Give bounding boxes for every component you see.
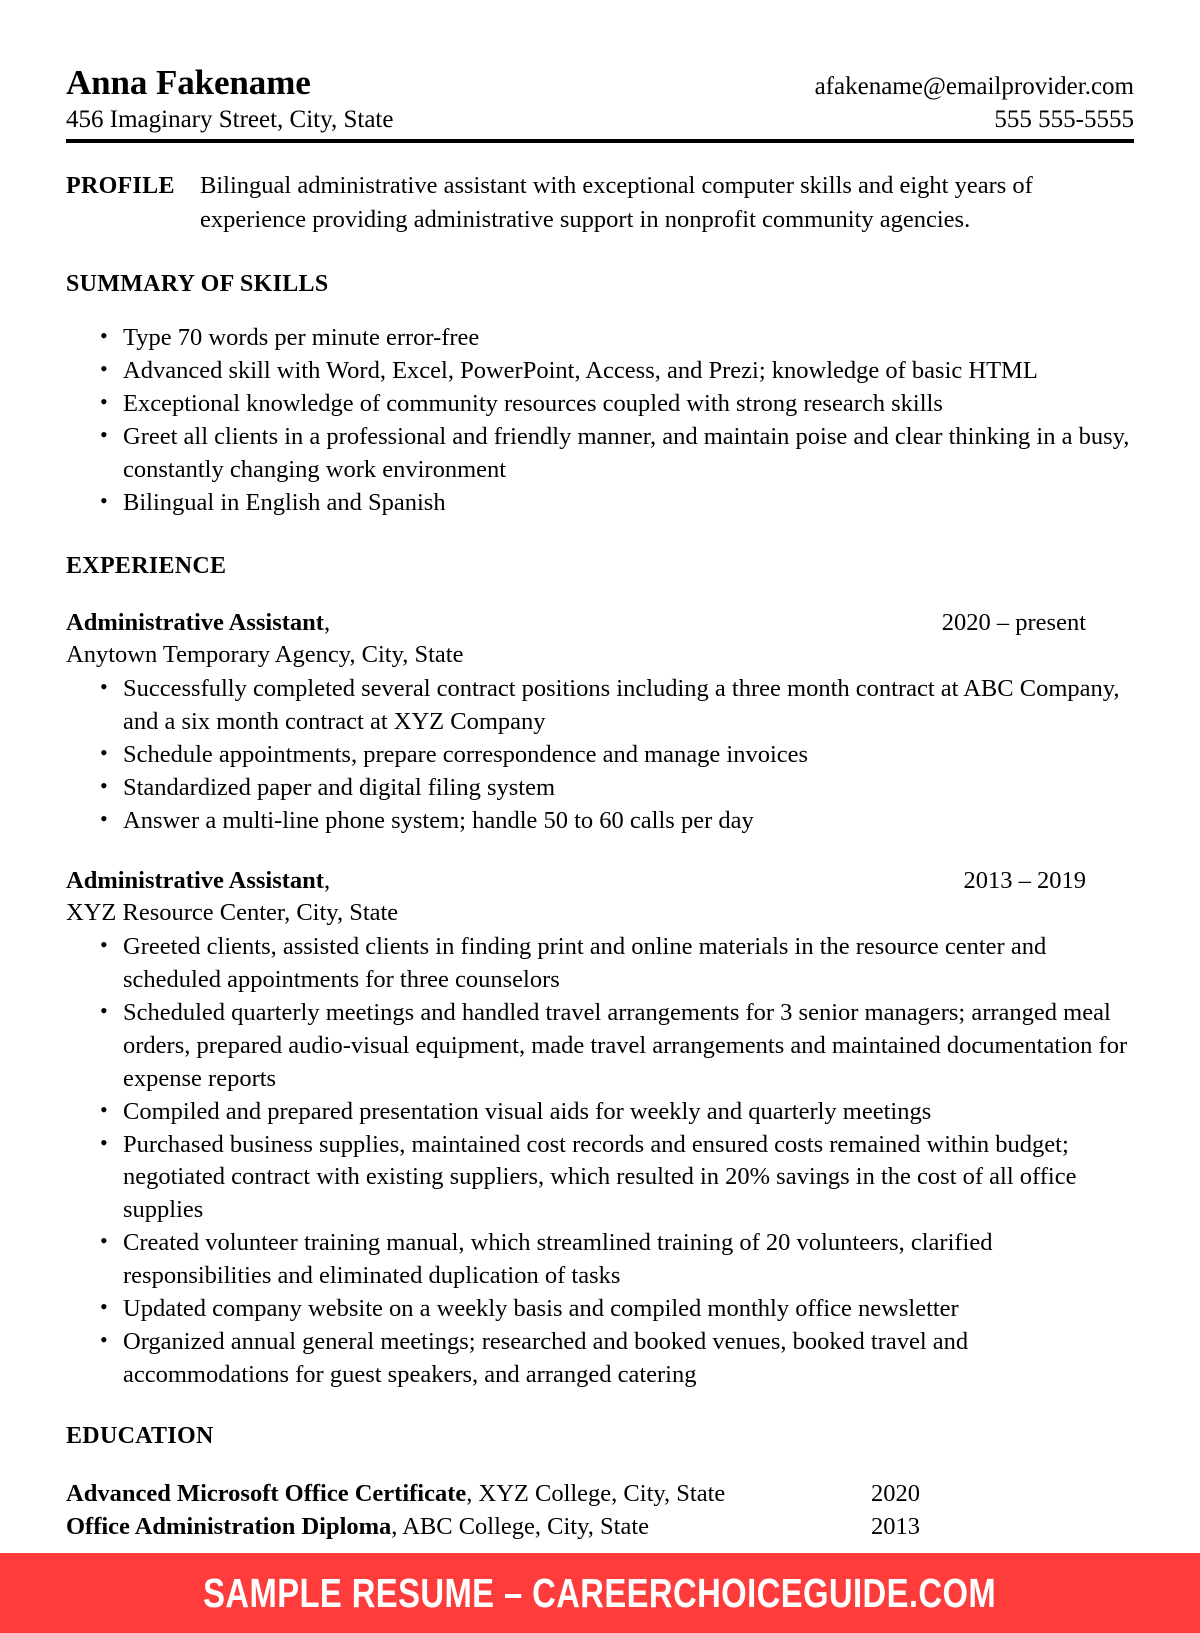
experience-heading: EXPERIENCE bbox=[66, 552, 227, 579]
list-item: • Advanced skill with Word, Excel, PowerPoint, Access, and Prezi; knowledge of basic HTML bbox=[66, 355, 1134, 388]
job-title-text: Administrative Assistant bbox=[66, 866, 324, 894]
education-degree: Office Administration Diploma bbox=[66, 1513, 392, 1541]
education-list bbox=[66, 1477, 1134, 1543]
list-item: • Successfully completed several contract positions including a three month contract at ABC Company, and a six month contract at XYZ Company bbox=[66, 673, 1134, 739]
list-item: • Type 70 words per minute error-free bbox=[66, 322, 1134, 355]
resume-header bbox=[66, 62, 1134, 143]
job-title-row bbox=[66, 607, 1134, 640]
list-item: • Created volunteer training manual, which streamlined training of 20 volunteers, clarified responsibilities and eliminated duplication of tasks bbox=[66, 1227, 1134, 1293]
list-item: • Standardized paper and digital filing system bbox=[66, 772, 1134, 805]
list-item: • Updated company website on a weekly basis and compiled monthly office newsletter bbox=[66, 1293, 1134, 1326]
job-title-text: Administrative Assistant bbox=[66, 608, 324, 636]
list-item: • Schedule appointments, prepare correspondence and manage invoices bbox=[66, 739, 1134, 772]
list-item: • Purchased business supplies, maintained cost records and ensured costs remained within budget; negotiated contract with existing suppliers, which resulted in 20% savings in the cost of all office supplies bbox=[66, 1129, 1134, 1228]
job-title-row bbox=[66, 865, 1134, 898]
job-title bbox=[66, 865, 330, 898]
job-title bbox=[66, 607, 330, 640]
job-bullets bbox=[66, 673, 1134, 838]
education-detail bbox=[66, 1477, 871, 1510]
education-institution: , ABC College, City, State bbox=[391, 1513, 650, 1541]
education-year: 2020 bbox=[871, 1480, 920, 1507]
profile-text: Bilingual administrative assistant with exceptional computer skills and eight years of experience providing administrative support in nonprofit community agencies. bbox=[200, 171, 1033, 234]
skills-list bbox=[66, 322, 1134, 520]
education-detail bbox=[66, 1510, 871, 1543]
job-dates: 2020 – present bbox=[941, 608, 1086, 636]
job-title-comma: , bbox=[323, 608, 331, 636]
list-item: • Answer a multi-line phone system; handle 50 to 60 calls per day bbox=[66, 805, 1134, 838]
job-company: Anytown Temporary Agency, City, State bbox=[66, 641, 464, 669]
job-title-comma: , bbox=[323, 866, 331, 894]
education-institution: , XYZ College, City, State bbox=[466, 1480, 726, 1507]
list-item: • Bilingual in English and Spanish bbox=[66, 487, 1134, 520]
profile-section bbox=[66, 169, 1134, 239]
footer-banner bbox=[0, 1553, 1200, 1633]
list-item: • Greeted clients, assisted clients in finding print and online materials in the resource center and scheduled appointments for three counselors bbox=[66, 931, 1134, 997]
candidate-address: 456 Imaginary Street, City, State bbox=[66, 105, 394, 133]
candidate-phone: 555 555-5555 bbox=[994, 105, 1134, 133]
job-company: XYZ Resource Center, City, State bbox=[66, 899, 399, 927]
education-degree: Advanced Microsoft Office Certificate bbox=[66, 1480, 467, 1507]
education-heading: EDUCATION bbox=[66, 1423, 214, 1449]
experience-entry bbox=[66, 865, 1134, 1392]
list-item: • Exceptional knowledge of community resources coupled with strong research skills bbox=[66, 388, 1134, 421]
education-year: 2013 bbox=[871, 1513, 920, 1541]
list-item: • Scheduled quarterly meetings and handled travel arrangements for 3 senior managers; arranged meal orders, prepared audio-visual equipment, made travel arrangements and maintained documentation for expense reports bbox=[66, 997, 1134, 1096]
job-bullets bbox=[66, 931, 1134, 1392]
list-item: • Greet all clients in a professional and friendly manner, and maintain poise and clear thinking in a busy, constantly changing work environment bbox=[66, 421, 1134, 487]
candidate-name: Anna Fakename bbox=[66, 63, 311, 102]
skills-heading: SUMMARY OF SKILLS bbox=[66, 271, 329, 298]
experience-entry bbox=[66, 607, 1134, 838]
education-entry bbox=[66, 1477, 1134, 1510]
profile-label: PROFILE bbox=[66, 172, 175, 199]
job-dates: 2013 – 2019 bbox=[963, 866, 1086, 894]
education-entry bbox=[66, 1510, 1134, 1543]
footer-banner-text: SAMPLE RESUME – CAREERCHOICEGUIDE.COM bbox=[203, 1569, 997, 1616]
header-line-two bbox=[66, 105, 1134, 135]
header-divider bbox=[66, 139, 1134, 143]
list-item: • Compiled and prepared presentation visual aids for weekly and quarterly meetings bbox=[66, 1096, 1134, 1129]
header-line-one bbox=[66, 62, 1134, 105]
candidate-email: afakename@emailprovider.com bbox=[814, 73, 1134, 100]
list-item: • Organized annual general meetings; researched and booked venues, booked travel and accommodations for guest speakers, and arranged catering bbox=[66, 1326, 1134, 1392]
